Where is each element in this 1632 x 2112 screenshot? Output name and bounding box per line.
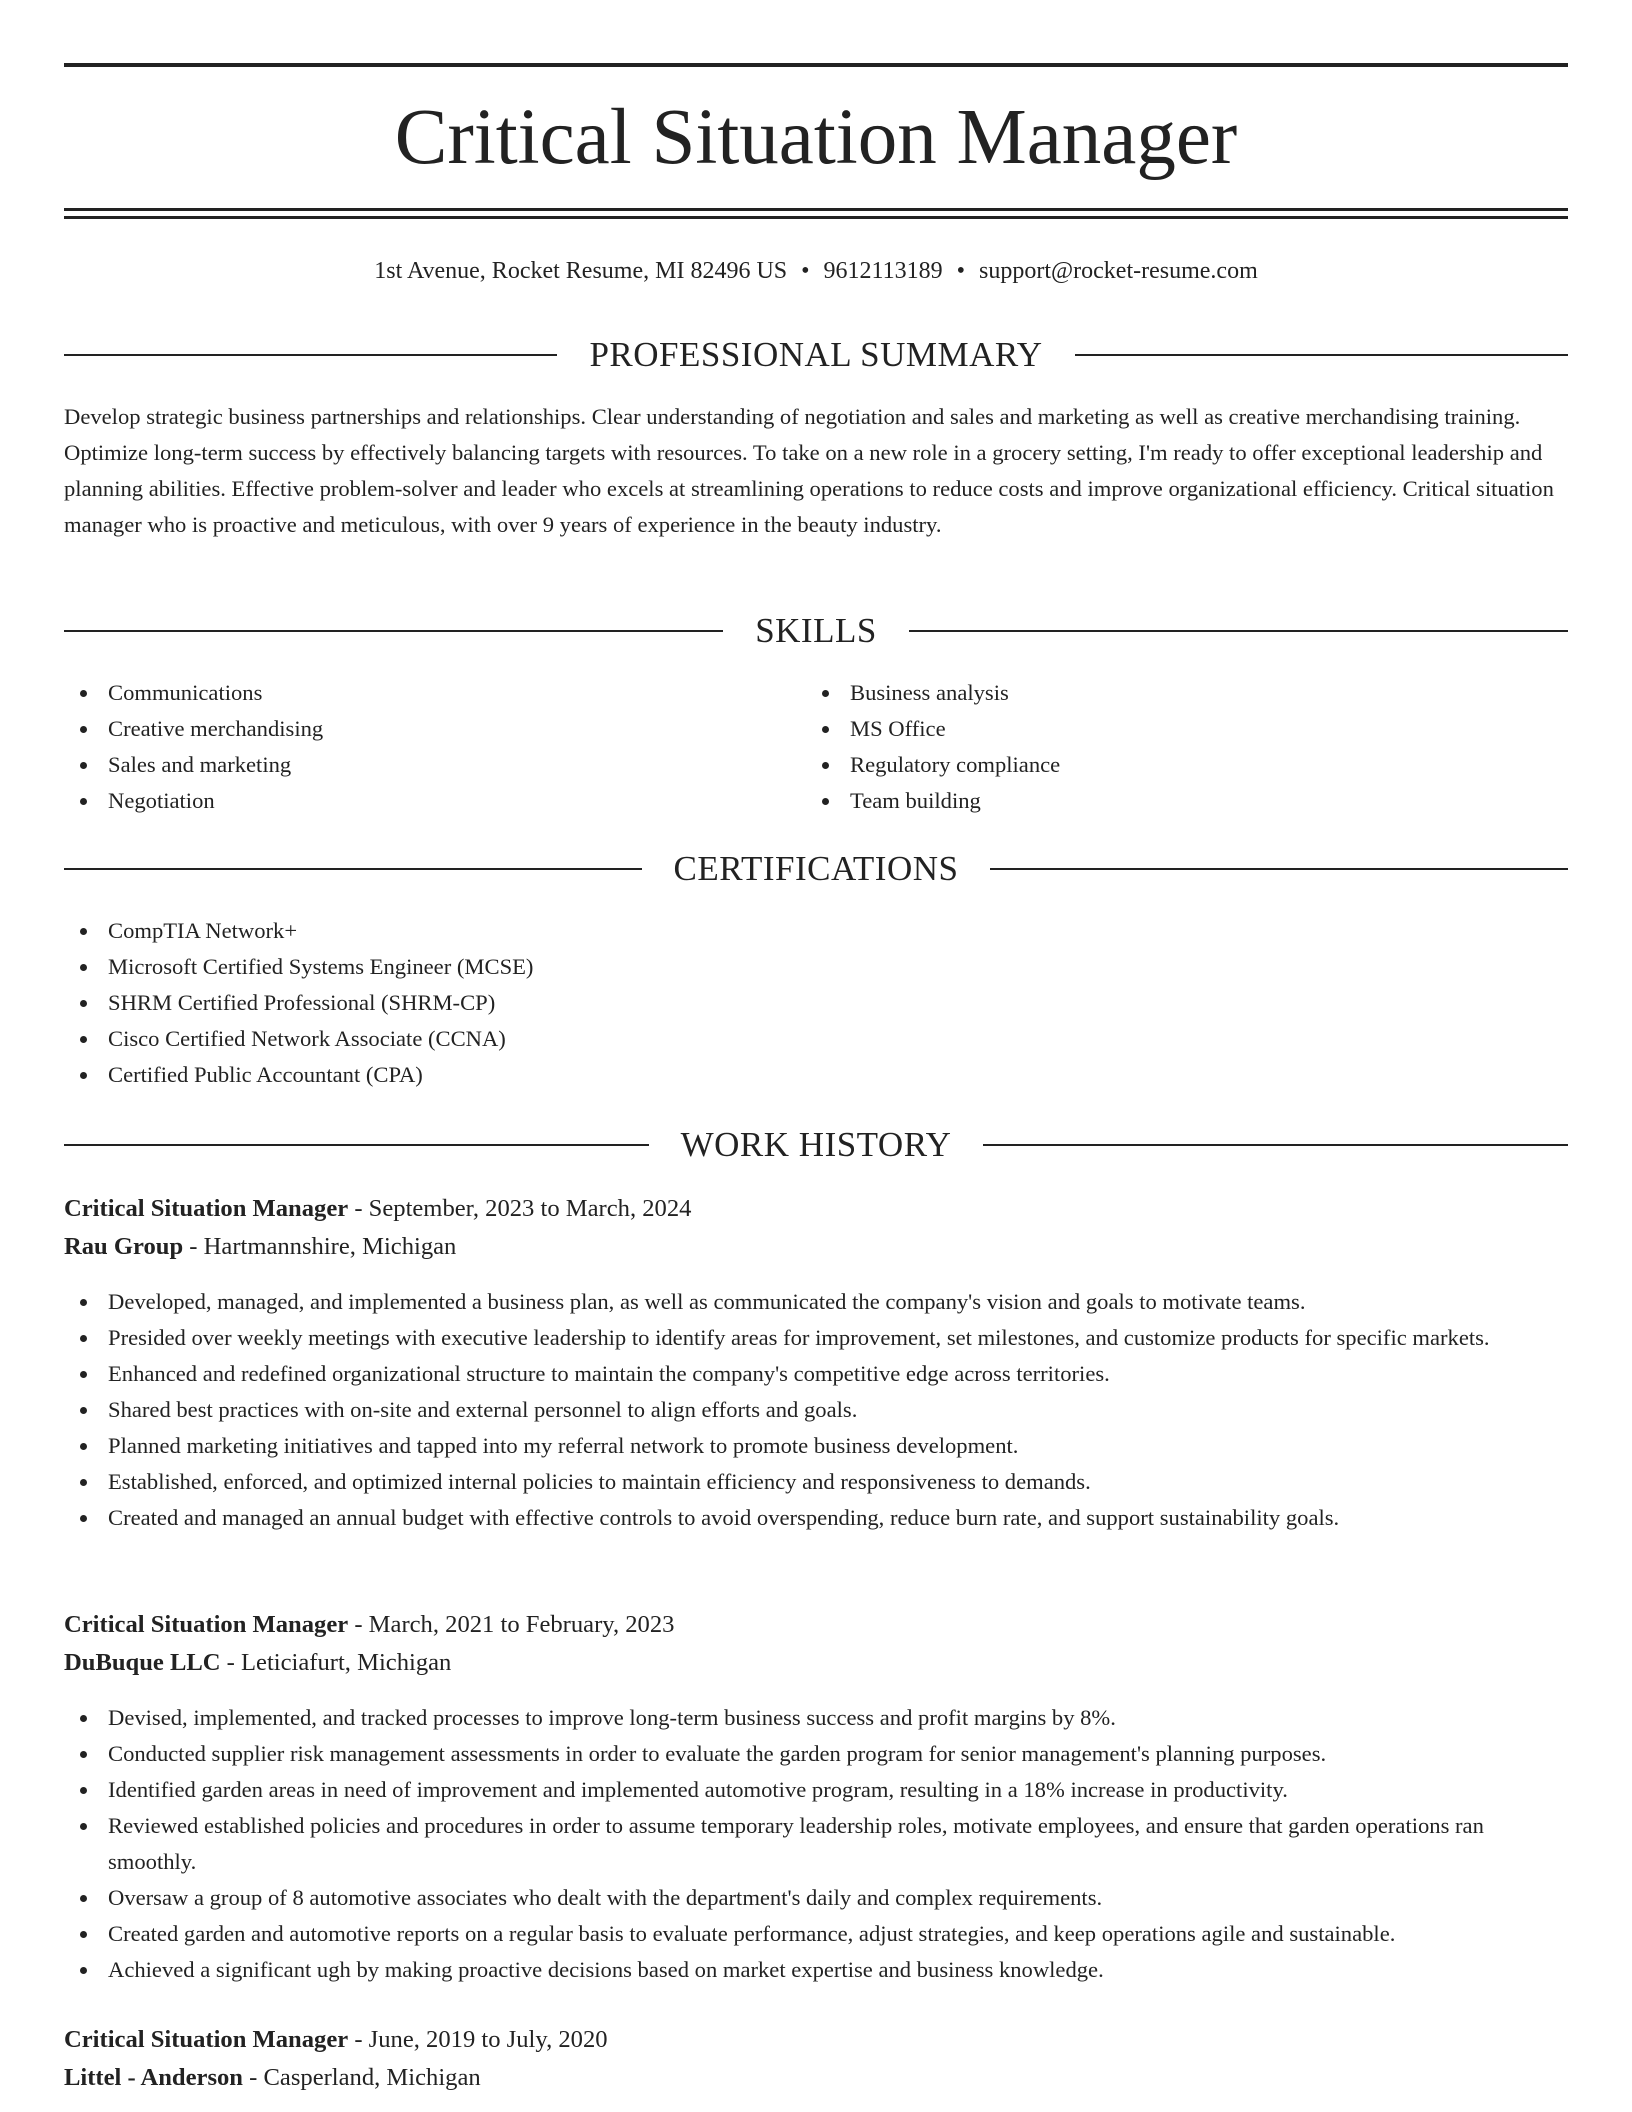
skills-left-column (64, 675, 764, 819)
skill-item: Team building (806, 783, 1506, 819)
job-title: Critical Situation Manager (64, 2026, 349, 2053)
job-company: Littel - Anderson (64, 2064, 243, 2091)
skill-item: Business analysis (806, 675, 1506, 711)
work-history-heading: WORK HISTORY (680, 1125, 952, 1164)
dash: - (243, 2064, 264, 2091)
contact-line (64, 254, 1568, 288)
dash: - (348, 2026, 369, 2053)
job-bullets (64, 1700, 1568, 1988)
skill-item: Communications (64, 675, 764, 711)
section-rule (64, 354, 557, 356)
job-bullet: Conducted supplier risk management assessments in order to evaluate the garden program for senior management's planning purposes. (64, 1736, 1568, 1772)
job-bullet: Identified garden areas in need of improvement and implemented automotive program, resulting in a 18% increase in productivity. (64, 1772, 1568, 1808)
job-bullet: Created and managed an annual budget with effective controls to avoid overspending, reduce burn rate, and support sustainability goals. (64, 1500, 1568, 1536)
contact-address: 1st Avenue, Rocket Resume, MI 82496 US (374, 258, 788, 284)
job-bullet: Reviewed established policies and procedures in order to assume temporary leadership roles, motivate employees, and ensure that garden operations ran smoothly. (64, 1808, 1568, 1880)
certification-item: SHRM Certified Professional (SHRM-CP) (64, 985, 1568, 1021)
skill-item: Negotiation (64, 783, 764, 819)
job-location: Casperland, Michigan (263, 2064, 481, 2091)
job-company: Rau Group (64, 1233, 184, 1260)
job-bullet: Created garden and automotive reports on a regular basis to evaluate performance, adjust strategies, and keep operations agile and sustainable. (64, 1916, 1568, 1952)
work-history-section-header (64, 1123, 1568, 1167)
job-bullet: Planned marketing initiatives and tapped into my referral network to promote business development. (64, 1428, 1568, 1464)
skills-section-header (64, 609, 1568, 653)
job-dates: June, 2019 to July, 2020 (368, 2026, 608, 2053)
job-bullet: Oversaw a group of 8 automotive associates who dealt with the department's daily and complex requirements. (64, 1880, 1568, 1916)
skill-item: MS Office (806, 711, 1506, 747)
skill-item: Regulatory compliance (806, 747, 1506, 783)
job-bullet: Devised, implemented, and tracked processes to improve long-term business success and profit margins by 8%. (64, 1700, 1568, 1736)
dash: - (183, 1233, 204, 1260)
section-rule (64, 868, 642, 870)
header-double-rule-lower (64, 216, 1568, 219)
section-rule (909, 630, 1568, 632)
summary-heading: PROFESSIONAL SUMMARY (589, 335, 1043, 374)
job-bullet: Enhanced and redefined organizational structure to maintain the company's competitive edge across territories. (64, 1356, 1568, 1392)
contact-email: support@rocket-resume.com (979, 258, 1258, 284)
job-title: Critical Situation Manager (64, 1195, 349, 1222)
job-bullets (64, 1284, 1568, 1536)
resume-name: Critical Situation Manager (394, 94, 1238, 181)
contact-separator: • (801, 258, 810, 284)
job-location: Hartmannshire, Michigan (203, 1233, 457, 1260)
job-dates: March, 2021 to February, 2023 (368, 1611, 675, 1638)
contact-phone: 9612113189 (823, 258, 943, 284)
job-bullet: Shared best practices with on-site and external personnel to align efforts and goals. (64, 1392, 1568, 1428)
job-company-line (64, 2060, 1568, 2096)
job-title: Critical Situation Manager (64, 1611, 349, 1638)
job-company: DuBuque LLC (64, 1649, 221, 1676)
section-rule (64, 630, 723, 632)
section-rule (983, 1144, 1568, 1146)
certifications-list (64, 913, 1568, 1093)
dash: - (348, 1611, 369, 1638)
job-dates: September, 2023 to March, 2024 (368, 1195, 692, 1222)
certification-item: Cisco Certified Network Associate (CCNA) (64, 1021, 1568, 1057)
skill-item: Creative merchandising (64, 711, 764, 747)
job-company-line (64, 1229, 1568, 1265)
certifications-section-header (64, 847, 1568, 891)
job-location: Leticiafurt, Michigan (241, 1649, 452, 1676)
section-rule (990, 868, 1568, 870)
job-company-line (64, 1645, 1568, 1681)
certification-item: Certified Public Accountant (CPA) (64, 1057, 1568, 1093)
dash: - (348, 1195, 369, 1222)
job-bullet: Developed, managed, and implemented a business plan, as well as communicated the company's vision and goals to motivate teams. (64, 1284, 1568, 1320)
contact-separator: • (956, 258, 966, 284)
job-title-line (64, 2022, 1568, 2058)
section-rule (1075, 354, 1568, 356)
header-double-rule-upper (64, 208, 1568, 211)
summary-section-header (64, 333, 1568, 377)
job-bullet: Presided over weekly meetings with executive leadership to identify areas for improvement, set milestones, and customize products for specific markets. (64, 1320, 1568, 1356)
job-title-line (64, 1607, 1568, 1643)
certifications-heading: CERTIFICATIONS (673, 849, 959, 888)
certification-item: Microsoft Certified Systems Engineer (MCSE) (64, 949, 1568, 985)
dash: - (220, 1649, 242, 1676)
header-top-rule (64, 63, 1568, 67)
skill-item: Sales and marketing (64, 747, 764, 783)
summary-text: Develop strategic business partnerships and relationships. Clear understanding of negotiation and sales and marketing as well as creative merchandising training. Optimize long-term success by effectively balancing targets with resources. To take on a new role in a grocery setting, I'm ready to offer exceptional leadership and planning abilities. Effective problem-solver and leader who excels at streamlining operations to reduce costs and improve organizational efficiency. Critical situation manager who is proactive and meticulous, with over 9 years of experience in the beauty industry. (64, 404, 1554, 537)
job-title-line (64, 1191, 1568, 1227)
job-bullet: Achieved a significant ugh by making proactive decisions based on market expertise and business knowledge. (64, 1952, 1568, 1988)
job-bullet: Established, enforced, and optimized internal policies to maintain efficiency and responsiveness to demands. (64, 1464, 1568, 1500)
certification-item: CompTIA Network+ (64, 913, 1568, 949)
section-rule (64, 1144, 649, 1146)
skills-right-column (806, 675, 1506, 819)
skills-heading: SKILLS (755, 611, 877, 650)
